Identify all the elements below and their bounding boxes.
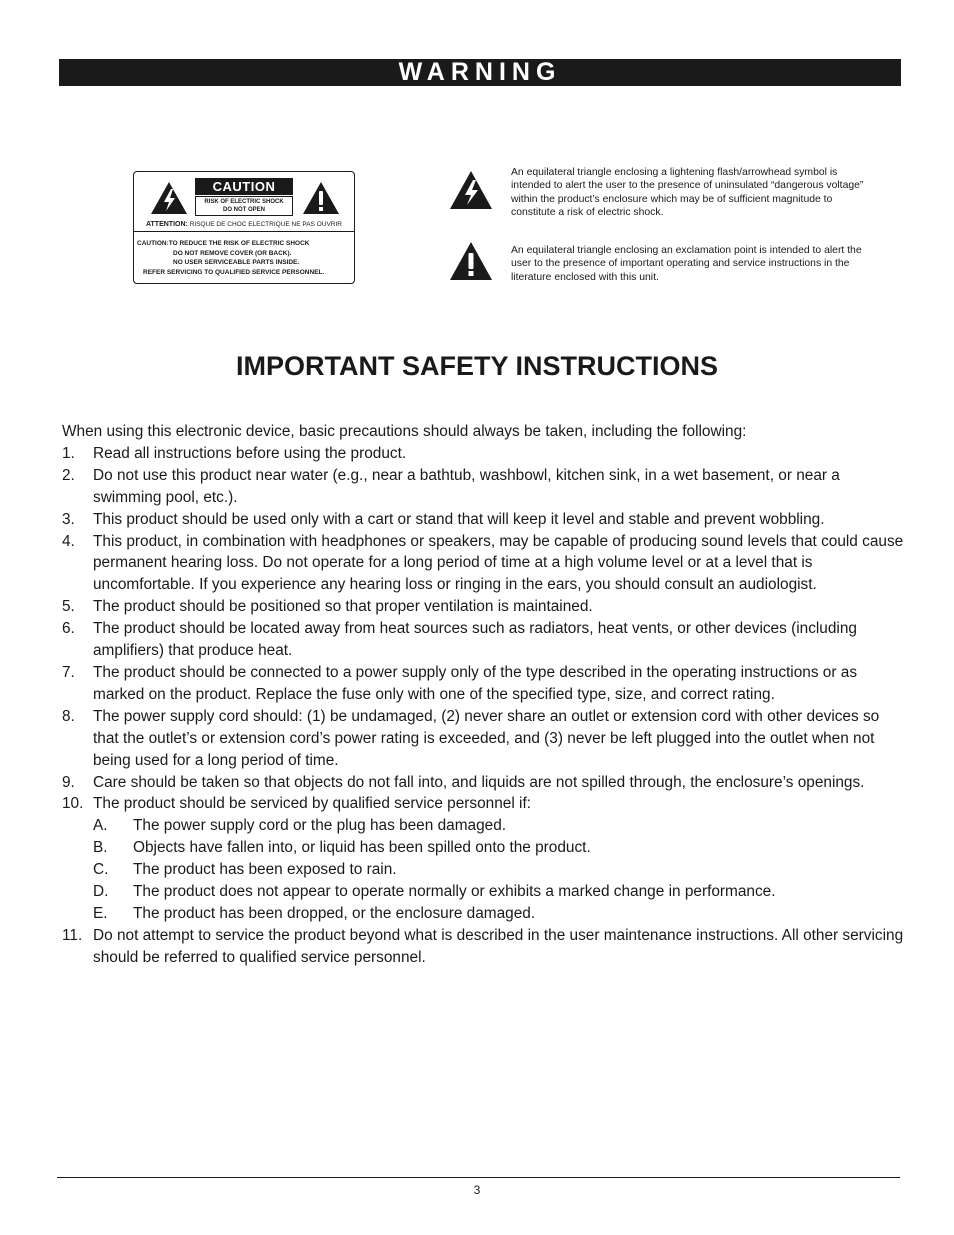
list-item bbox=[62, 925, 904, 969]
page-number: 3 bbox=[473, 1183, 481, 1197]
list-item bbox=[62, 509, 904, 531]
item-number: 4. bbox=[62, 532, 75, 550]
caution-instructions bbox=[137, 239, 351, 277]
exclamation-triangle-icon bbox=[449, 241, 493, 281]
sub-item-letter: B. bbox=[93, 839, 108, 857]
item-text: Care should be taken so that objects do not fall into, and liquids are not spilled through, the enclosure’s openings. bbox=[93, 773, 865, 791]
list-item bbox=[62, 706, 904, 772]
sub-item-text: The power supply cord or the plug has been damaged. bbox=[133, 817, 507, 835]
caution-subtitle bbox=[195, 196, 293, 216]
caution-line: CAUTION:TO REDUCE THE RISK OF ELECTRIC SHOCK bbox=[137, 240, 310, 247]
item-number: 1. bbox=[62, 444, 75, 462]
list-item bbox=[62, 618, 904, 662]
caution-label-box bbox=[133, 171, 355, 284]
item-text: This product should be used only with a cart or stand that will keep it level and stable and prevent wobbling. bbox=[93, 510, 825, 528]
caution-sub-line: RISK OF ELECTRIC SHOCK bbox=[204, 199, 284, 205]
caution-line: DO NOT REMOVE COVER (OR BACK). bbox=[173, 249, 292, 257]
sub-list-item bbox=[62, 881, 904, 903]
intro-paragraph: When using this electronic device, basic precautions should always be taken, including the following: bbox=[62, 423, 747, 440]
item-number: 5. bbox=[62, 598, 75, 616]
item-number: 6. bbox=[62, 620, 75, 638]
item-text: Do not use this product near water (e.g., near a bathtub, washbowl, kitchen sink, in a wet basement, or near a swimming pool, etc.). bbox=[93, 466, 840, 506]
item-text: The product should be located away from heat sources such as radiators, heat vents, or other devices (including amplifiers) that produce heat. bbox=[93, 620, 857, 660]
item-text: This product, in combination with headphones or speakers, may be capable of producing sound levels that could cause permanent hearing loss. Do not operate for a long period of time at a high volume level or at a level that is uncomfortable. If you experience any hearing loss or ringing in the ears, you should consult an audiologist. bbox=[93, 532, 904, 594]
lightning-symbol-description: An equilateral triangle enclosing a lightening flash/arrowhead symbol is intended to alert the user to the presence of uninsulated “dangerous voltage” within the product’s enclosure which may be of sufficient magnitude to constitute a risk of electric shock. bbox=[511, 167, 864, 218]
sub-item-text: Objects have fallen into, or liquid has been spilled onto the product. bbox=[133, 839, 591, 857]
sub-list-item bbox=[62, 859, 904, 881]
attention-lead: ATTENTION: bbox=[146, 221, 188, 228]
sub-item-text: The product does not appear to operate normally or exhibits a marked change in performance. bbox=[133, 883, 776, 901]
safety-instructions bbox=[62, 421, 904, 969]
sub-item-text: The product has been dropped, or the enclosure damaged. bbox=[133, 904, 536, 922]
caution-title: CAUTION bbox=[195, 178, 293, 195]
list-item bbox=[62, 596, 904, 618]
list-item bbox=[62, 793, 904, 815]
list-item bbox=[62, 443, 904, 465]
sub-list-item bbox=[62, 815, 904, 837]
sub-item-letter: A. bbox=[93, 817, 108, 835]
caution-line: NO USER SERVICEABLE PARTS INSIDE. bbox=[173, 259, 300, 266]
lightning-triangle-icon bbox=[150, 181, 188, 215]
sub-list-item bbox=[62, 903, 904, 925]
exclamation-symbol-description: An equilateral triangle enclosing an exclamation point is intended to alert the user to the presence of important operating and service instructions in the literature enclosed with this unit. bbox=[511, 245, 862, 283]
item-text: Read all instructions before using the product. bbox=[93, 444, 407, 462]
sub-item-letter: E. bbox=[93, 904, 108, 922]
item-text: Do not attempt to service the product beyond what is described in the user maintenance instructions. All other servicing should be referred to qualified service personnel. bbox=[93, 926, 904, 966]
page-title: IMPORTANT SAFETY INSTRUCTIONS bbox=[235, 351, 718, 381]
caution-sub-line: DO NOT OPEN bbox=[222, 207, 265, 213]
sub-item-letter: C. bbox=[93, 861, 109, 879]
sub-item-letter: D. bbox=[93, 883, 109, 901]
item-number: 7. bbox=[62, 663, 75, 681]
attention-line bbox=[134, 220, 354, 229]
list-item bbox=[62, 531, 904, 597]
footer-divider bbox=[57, 1177, 900, 1178]
attention-text: RISQUE DE CHOC ELECTRIQUE NE PAS OUVRIR bbox=[189, 221, 342, 228]
item-text: The product should be connected to a power supply only of the type described in the operating instructions or as marked on the product. Replace the fuse only with one of the specified type, size, and correct rating. bbox=[93, 663, 858, 703]
list-item bbox=[62, 465, 904, 509]
item-number: 11. bbox=[62, 926, 83, 944]
list-item bbox=[62, 772, 904, 794]
caution-divider bbox=[134, 231, 354, 232]
item-number: 9. bbox=[62, 773, 75, 791]
lightning-triangle-icon bbox=[449, 170, 493, 210]
item-number: 2. bbox=[62, 466, 75, 484]
item-text: The product should be serviced by qualified service personnel if: bbox=[93, 795, 532, 813]
warning-title: WARNING bbox=[398, 58, 562, 86]
caution-line: REFER SERVICING TO QUALIFIED SERVICE PERSONNEL. bbox=[143, 268, 325, 276]
item-text: The product should be positioned so that proper ventilation is maintained. bbox=[93, 598, 593, 616]
item-number: 3. bbox=[62, 510, 75, 528]
list-item bbox=[62, 662, 904, 706]
item-number: 10. bbox=[62, 795, 84, 813]
warning-banner bbox=[59, 59, 901, 86]
item-text: The power supply cord should: (1) be undamaged, (2) never share an outlet or extension cord with other devices so that the outlet’s or extension cord’s power rating is exceeded, and (3) never be left plugged into the outlet when not being used for a long period of time. bbox=[93, 707, 880, 769]
item-number: 8. bbox=[62, 707, 75, 725]
exclamation-triangle-icon bbox=[302, 181, 340, 215]
sub-item-text: The product has been exposed to rain. bbox=[133, 861, 397, 879]
sub-list-item bbox=[62, 837, 904, 859]
